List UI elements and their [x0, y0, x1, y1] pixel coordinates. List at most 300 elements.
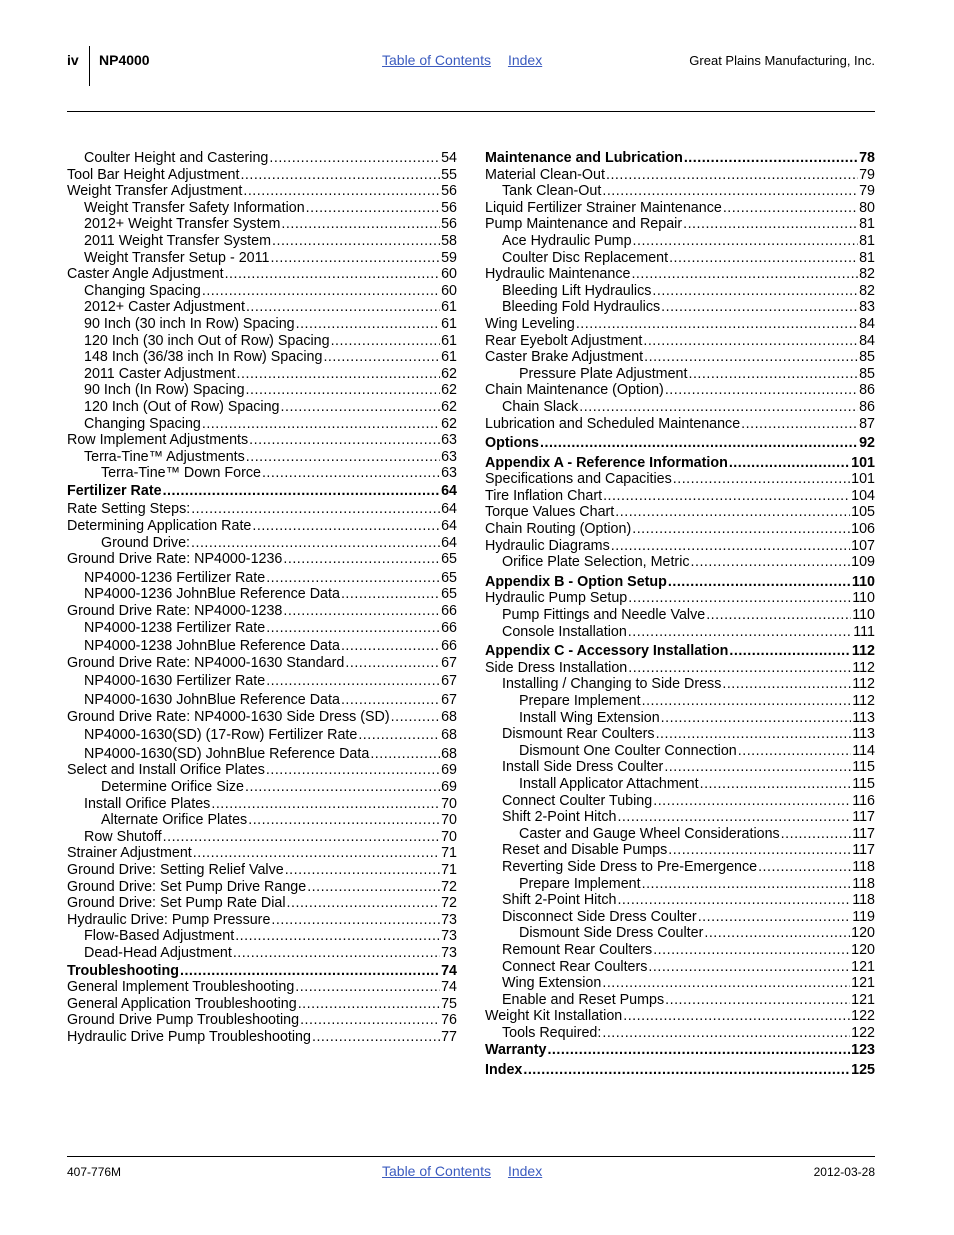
toc-entry[interactable]	[67, 586, 457, 603]
toc-entry[interactable]	[485, 676, 875, 693]
toc-entry-title: Chain Maintenance (Option)	[485, 382, 664, 399]
footer-index-link[interactable]: Index	[507, 1163, 543, 1179]
toc-entry[interactable]	[485, 416, 875, 433]
toc-entry[interactable]	[67, 709, 457, 726]
toc-entry-title: Ground Drive Rate: NP4000-1630 Standard	[67, 654, 345, 671]
footer-rule	[67, 1156, 875, 1157]
toc-entry-page: 86	[859, 398, 875, 415]
toc-entry-page: 74	[441, 979, 457, 996]
toc-entry-page: 68	[441, 745, 457, 762]
header-index-link[interactable]: Index	[507, 52, 543, 68]
toc-entry[interactable]	[485, 660, 875, 677]
toc-entry-page: 122	[851, 1008, 875, 1025]
toc-entry[interactable]	[67, 465, 457, 482]
toc-entry-page: 54	[441, 150, 457, 166]
toc-entry[interactable]	[485, 624, 875, 641]
dot-leader	[602, 183, 858, 200]
toc-entry[interactable]	[485, 554, 875, 571]
toc-entry[interactable]	[485, 710, 875, 727]
toc-entry[interactable]	[67, 299, 457, 316]
toc-entry[interactable]	[485, 892, 875, 909]
toc-entry-title: Determine Orifice Size	[101, 778, 245, 795]
toc-entry[interactable]	[485, 992, 875, 1009]
toc-entry-page: 67	[441, 673, 457, 690]
dot-leader	[163, 829, 440, 846]
dot-leader	[653, 942, 850, 959]
dot-leader	[298, 996, 440, 1013]
toc-entry[interactable]	[485, 283, 875, 300]
toc-entry[interactable]	[67, 366, 457, 383]
toc-entry[interactable]	[485, 925, 875, 942]
toc-entry-title: Troubleshooting	[67, 962, 179, 979]
toc-entry-page: 112	[852, 693, 875, 709]
toc-entry-page: 81	[859, 216, 875, 233]
dot-leader	[683, 216, 858, 233]
toc-entry[interactable]	[67, 945, 457, 962]
toc-entry-title: Weight Transfer Safety Information	[84, 199, 305, 216]
toc-entry-title: Coulter Height and Castering	[84, 150, 269, 166]
dot-leader	[611, 538, 850, 555]
dot-leader	[296, 316, 440, 333]
dot-leader	[579, 399, 858, 416]
toc-entry[interactable]	[485, 333, 875, 350]
toc-entry-page: 59	[441, 249, 457, 266]
toc-entry-title: Hydraulic Pump Setup	[485, 590, 628, 607]
toc-entry[interactable]	[67, 845, 457, 862]
toc-entry-page: 82	[859, 282, 875, 299]
toc-entry-page: 61	[441, 299, 457, 316]
dot-leader	[180, 963, 440, 980]
dot-leader	[700, 776, 852, 793]
toc-entry[interactable]	[67, 416, 457, 433]
toc-entry-page: 110	[852, 590, 875, 607]
dot-leader	[540, 435, 858, 452]
header-toc-link[interactable]: Table of Contents	[382, 52, 491, 68]
dot-leader	[202, 283, 440, 300]
toc-entry[interactable]	[485, 435, 875, 452]
dot-leader	[341, 638, 440, 655]
dot-leader	[248, 812, 440, 829]
toc-entry-title: Alternate Orifice Plates	[101, 812, 248, 829]
dot-leader	[307, 879, 440, 896]
toc-entry-page: 83	[859, 299, 875, 316]
dot-leader	[648, 959, 850, 976]
dot-leader	[341, 586, 440, 603]
toc-entry-title: Dead-Head Adjustment	[84, 944, 232, 961]
toc-entry-title: 120 Inch (30 inch Out of Row) Spacing	[84, 332, 330, 349]
toc-entry-title: Weight Transfer Adjustment	[67, 183, 243, 200]
toc-entry[interactable]	[485, 1042, 875, 1059]
toc-entry[interactable]	[67, 928, 457, 945]
dot-leader	[266, 673, 440, 690]
toc-entry[interactable]	[67, 535, 457, 552]
toc-entry[interactable]	[485, 471, 875, 488]
toc-entry[interactable]	[67, 283, 457, 300]
toc-entry[interactable]	[485, 826, 875, 843]
toc-entry-title: Installing / Changing to Side Dress	[502, 676, 722, 693]
toc-entry[interactable]	[485, 504, 875, 521]
dot-leader	[235, 928, 440, 945]
toc-entry[interactable]	[67, 796, 457, 813]
dot-leader	[576, 316, 858, 333]
toc-entry-title: Bleeding Fold Hydraulics	[502, 299, 661, 316]
toc-entry[interactable]	[67, 655, 457, 672]
toc-entry-title: 148 Inch (36/38 inch In Row) Spacing	[84, 349, 323, 366]
toc-entry[interactable]	[67, 483, 457, 500]
dot-leader	[673, 471, 850, 488]
toc-entry[interactable]	[67, 501, 457, 518]
toc-entry-page: 66	[441, 638, 457, 655]
dot-leader	[252, 518, 440, 535]
toc-entry-title: Install Applicator Attachment	[519, 775, 699, 792]
toc-entry-title: Tank Clean-Out	[502, 183, 602, 200]
toc-entry[interactable]	[67, 200, 457, 217]
dot-leader	[669, 250, 858, 267]
toc-entry-title: Chain Slack	[502, 398, 579, 415]
toc-entry[interactable]	[67, 673, 457, 690]
toc-entry-title: 2011 Caster Adjustment	[84, 365, 236, 382]
toc-entry-title: Pressure Plate Adjustment	[519, 365, 688, 382]
toc-entry-page: 79	[859, 166, 875, 183]
toc-entry[interactable]	[67, 1012, 457, 1029]
toc-entry[interactable]	[67, 183, 457, 200]
toc-entry[interactable]	[67, 316, 457, 333]
toc-entry[interactable]	[67, 829, 457, 846]
toc-entry[interactable]	[67, 879, 457, 896]
dot-leader	[628, 624, 852, 641]
dot-leader	[684, 150, 858, 167]
toc-entry[interactable]	[67, 233, 457, 250]
toc-entry[interactable]	[485, 183, 875, 200]
toc-entry-page: 85	[859, 349, 875, 366]
toc-entry[interactable]	[67, 333, 457, 350]
toc-entry-page: 105	[851, 504, 875, 521]
dot-leader	[341, 692, 440, 709]
toc-entry-title: Fertilizer Rate	[67, 482, 162, 499]
toc-entry-page: 68	[441, 708, 457, 725]
toc-entry-page: 62	[441, 398, 457, 415]
toc-entry[interactable]	[485, 975, 875, 992]
footer-nav	[382, 1163, 542, 1179]
toc-entry[interactable]	[485, 590, 875, 607]
toc-entry[interactable]	[67, 620, 457, 637]
dot-leader	[246, 382, 441, 399]
dot-leader	[642, 693, 852, 710]
dot-leader	[270, 250, 440, 267]
toc-entry-title: Ground Drive Pump Troubleshooting	[67, 1012, 300, 1029]
toc-entry[interactable]	[485, 876, 875, 893]
toc-entry-title: Changing Spacing	[84, 415, 201, 432]
toc-entry[interactable]	[67, 399, 457, 416]
dot-leader	[283, 603, 440, 620]
toc-entry-title: 90 Inch (30 inch In Row) Spacing	[84, 315, 295, 332]
toc-entry[interactable]	[485, 743, 875, 760]
dot-leader	[644, 349, 858, 366]
toc-entry-title: Specifications and Capacities	[485, 471, 672, 488]
toc-entry-page: 117	[852, 842, 875, 859]
toc-entry[interactable]	[67, 1029, 457, 1046]
dot-leader	[602, 1025, 850, 1042]
toc-entry-title: Console Installation	[502, 623, 627, 640]
toc-entry-title: 2011 Weight Transfer System	[84, 232, 272, 249]
dot-leader	[631, 266, 858, 283]
toc-entry-page: 123	[851, 1042, 875, 1059]
toc-entry-page: 121	[851, 991, 875, 1008]
toc-entry[interactable]	[67, 812, 457, 829]
toc-entry-page: 76	[441, 1012, 457, 1029]
toc-entry[interactable]	[485, 349, 875, 366]
toc-entry[interactable]	[485, 1025, 875, 1042]
toc-entry-page: 73	[441, 911, 457, 928]
toc-right-column	[485, 150, 875, 1079]
toc-entry-title: Terra-Tine™ Down Force	[101, 465, 261, 482]
dot-leader	[211, 796, 440, 813]
dot-leader	[704, 925, 850, 942]
toc-entry[interactable]	[485, 266, 875, 283]
toc-entry[interactable]	[485, 216, 875, 233]
dot-leader	[269, 150, 440, 167]
toc-entry[interactable]	[485, 574, 875, 591]
toc-entry-page: 115	[852, 775, 875, 792]
dot-leader	[665, 992, 850, 1009]
toc-entry[interactable]	[67, 382, 457, 399]
dot-leader	[391, 709, 440, 726]
toc-entry-title: Torque Values Chart	[485, 504, 615, 521]
toc-entry-page: 114	[852, 742, 875, 759]
toc-entry-page: 118	[852, 875, 875, 892]
toc-entry-title: General Implement Troubleshooting	[67, 979, 295, 996]
toc-entry[interactable]	[485, 167, 875, 184]
toc-entry[interactable]	[67, 167, 457, 184]
toc-entry-title: Flow-Based Adjustment	[84, 928, 235, 945]
toc-entry-title: Material Clean-Out	[485, 166, 605, 183]
toc-entry-page: 56	[441, 183, 457, 200]
toc-entry[interactable]	[67, 603, 457, 620]
toc-entry[interactable]	[67, 570, 457, 587]
toc-entry[interactable]	[485, 842, 875, 859]
dot-leader	[266, 620, 440, 637]
toc-entry-page: 113	[852, 726, 875, 743]
dot-leader	[249, 432, 440, 449]
toc-entry[interactable]	[485, 959, 875, 976]
toc-entry[interactable]	[67, 912, 457, 929]
toc-entry-page: 72	[441, 895, 457, 912]
dot-leader	[202, 416, 440, 433]
toc-entry[interactable]	[485, 859, 875, 876]
dot-leader	[632, 521, 850, 538]
toc-entry-page: 118	[852, 892, 875, 909]
toc-entry[interactable]	[485, 726, 875, 743]
toc-entry-title: Shift 2-Point Hitch	[502, 892, 617, 909]
toc-entry-title: Tool Bar Height Adjustment	[67, 166, 240, 183]
toc-entry[interactable]	[67, 150, 457, 167]
toc-entry[interactable]	[67, 449, 457, 466]
toc-entry-page: 70	[441, 828, 457, 845]
dot-leader	[312, 1029, 440, 1046]
toc-entry[interactable]	[67, 862, 457, 879]
toc-entry[interactable]	[485, 250, 875, 267]
toc-entry[interactable]	[67, 349, 457, 366]
footer-toc-link[interactable]: Table of Contents	[382, 1163, 491, 1179]
company-name: Great Plains Manufacturing, Inc.	[689, 53, 875, 68]
toc-entry[interactable]	[67, 432, 457, 449]
toc-entry-page: 79	[859, 183, 875, 200]
toc-entry[interactable]	[67, 518, 457, 535]
toc-entry-title: Row Implement Adjustments	[67, 432, 249, 449]
toc-entry[interactable]	[485, 693, 875, 710]
toc-entry-title: Ground Drive:	[101, 534, 190, 551]
toc-entry[interactable]	[485, 1062, 875, 1079]
toc-entry-title: Maintenance and Lubrication	[485, 150, 683, 166]
dot-leader	[191, 535, 440, 552]
toc-entry[interactable]	[485, 382, 875, 399]
toc-entry[interactable]	[485, 538, 875, 555]
toc-entry[interactable]	[485, 488, 875, 505]
toc-entry-page: 81	[859, 232, 875, 249]
toc-entry-page: 70	[441, 812, 457, 829]
dot-leader	[246, 449, 440, 466]
toc-entry[interactable]	[485, 793, 875, 810]
toc-entry-page: 109	[851, 554, 875, 571]
toc-entry[interactable]	[67, 762, 457, 779]
toc-entry[interactable]	[485, 776, 875, 793]
dot-leader	[266, 762, 440, 779]
toc-entry-title: NP4000-1236 JohnBlue Reference Data	[84, 586, 340, 603]
dot-leader	[668, 842, 851, 859]
toc-entry[interactable]	[485, 809, 875, 826]
toc-entry-title: 120 Inch (Out of Row) Spacing	[84, 398, 280, 415]
toc-entry-title: Row Shutoff	[84, 828, 162, 845]
dot-leader	[729, 455, 850, 472]
toc-entry-title: 2012+ Weight Transfer System	[84, 216, 281, 233]
toc-entry[interactable]	[485, 1008, 875, 1025]
dot-leader	[643, 333, 858, 350]
toc-entry-page: 64	[441, 518, 457, 535]
toc-entry-title: Caster Brake Adjustment	[485, 349, 644, 366]
page-number: iv	[67, 52, 79, 68]
toc-entry-page: 107	[851, 537, 875, 554]
toc-entry-page: 104	[851, 487, 875, 504]
toc-entry[interactable]	[67, 979, 457, 996]
page-header	[0, 52, 954, 72]
toc-entry[interactable]	[485, 942, 875, 959]
toc-entry[interactable]	[67, 727, 457, 744]
toc-entry[interactable]	[485, 200, 875, 217]
toc-entry-title: Reverting Side Dress to Pre-Emergence	[502, 858, 758, 875]
toc-entry-title: Ground Drive: Set Pump Drive Range	[67, 878, 307, 895]
toc-entry[interactable]	[67, 692, 457, 709]
toc-entry[interactable]	[485, 759, 875, 776]
toc-entry-page: 92	[859, 435, 875, 452]
toc-entry[interactable]	[485, 607, 875, 624]
dot-leader	[237, 366, 441, 383]
toc-entry[interactable]	[67, 551, 457, 568]
toc-entry-title: Hydraulic Diagrams	[485, 537, 610, 554]
toc-entry-title: Tools Required:	[502, 1024, 602, 1041]
toc-entry[interactable]	[485, 150, 875, 167]
toc-entry-page: 72	[441, 878, 457, 895]
dot-leader	[323, 349, 440, 366]
toc-entry-page: 58	[441, 232, 457, 249]
dot-leader	[668, 574, 851, 591]
toc-entry-page: 122	[851, 1024, 875, 1041]
dot-leader	[193, 845, 440, 862]
toc-entry-page: 84	[859, 315, 875, 332]
toc-entry[interactable]	[485, 909, 875, 926]
dot-leader	[628, 660, 851, 677]
toc-entry-title: Rate Setting Steps:	[67, 501, 191, 518]
dot-leader	[285, 862, 440, 879]
toc-entry-page: 67	[441, 692, 457, 708]
toc-entry-title: NP4000-1236 Fertilizer Rate	[84, 569, 266, 586]
toc-entry[interactable]	[67, 216, 457, 233]
toc-entry[interactable]	[67, 746, 457, 763]
dot-leader	[281, 399, 441, 416]
toc-entry-page: 61	[441, 332, 457, 349]
dot-leader	[245, 779, 440, 796]
toc-entry-page: 61	[441, 315, 457, 332]
dot-leader	[706, 607, 851, 624]
toc-entry-title: Warranty	[485, 1042, 547, 1059]
toc-entry[interactable]	[67, 996, 457, 1013]
toc-entry-title: Appendix A - Reference Information	[485, 454, 728, 471]
toc-entry-page: 67	[441, 654, 457, 671]
toc-entry-title: Remount Rear Coulters	[502, 941, 653, 958]
toc-entry-title: NP4000-1630 JohnBlue Reference Data	[84, 692, 340, 708]
dot-leader	[345, 655, 440, 672]
revision-date: 2012-03-28	[813, 1165, 875, 1179]
toc-entry-title: NP4000-1238 JohnBlue Reference Data	[84, 638, 340, 655]
toc-entry[interactable]	[485, 455, 875, 472]
header-nav	[382, 52, 542, 68]
dot-leader	[633, 233, 859, 250]
toc-entry-page: 65	[441, 551, 457, 568]
toc-entry[interactable]	[67, 895, 457, 912]
dot-leader	[283, 551, 440, 568]
toc-entry[interactable]	[67, 779, 457, 796]
toc-entry[interactable]	[485, 366, 875, 383]
toc-entry[interactable]	[485, 643, 875, 660]
toc-entry-page: 61	[441, 349, 457, 366]
toc-entry[interactable]	[485, 299, 875, 316]
toc-entry[interactable]	[485, 233, 875, 250]
toc-entry[interactable]	[485, 399, 875, 416]
toc-entry-page: 69	[441, 778, 457, 795]
toc-entry[interactable]	[485, 521, 875, 538]
toc-entry[interactable]	[67, 250, 457, 267]
toc-entry-page: 64	[441, 501, 457, 518]
dot-leader	[233, 945, 440, 962]
toc-entry-title: 90 Inch (In Row) Spacing	[84, 382, 245, 399]
toc-entry-title: Coulter Disc Replacement	[502, 249, 669, 266]
toc-entry[interactable]	[67, 638, 457, 655]
toc-entry[interactable]	[67, 266, 457, 283]
dot-leader	[547, 1042, 850, 1059]
toc-entry-title: Terra-Tine™ Adjustments	[84, 448, 245, 465]
toc-entry[interactable]	[485, 316, 875, 333]
toc-entry[interactable]	[67, 963, 457, 980]
toc-entry-title: Caster Angle Adjustment	[67, 266, 224, 283]
dot-leader	[653, 793, 851, 810]
toc-entry-page: 70	[441, 795, 457, 812]
dot-leader	[615, 504, 850, 521]
toc-entry-page: 63	[441, 432, 457, 449]
dot-leader	[358, 727, 440, 744]
dot-leader	[370, 746, 440, 763]
toc-entry-title: Hydraulic Maintenance	[485, 266, 631, 283]
toc-entry-title: Dismount One Coulter Connection	[519, 742, 737, 759]
toc-entry-page: 60	[441, 266, 457, 283]
